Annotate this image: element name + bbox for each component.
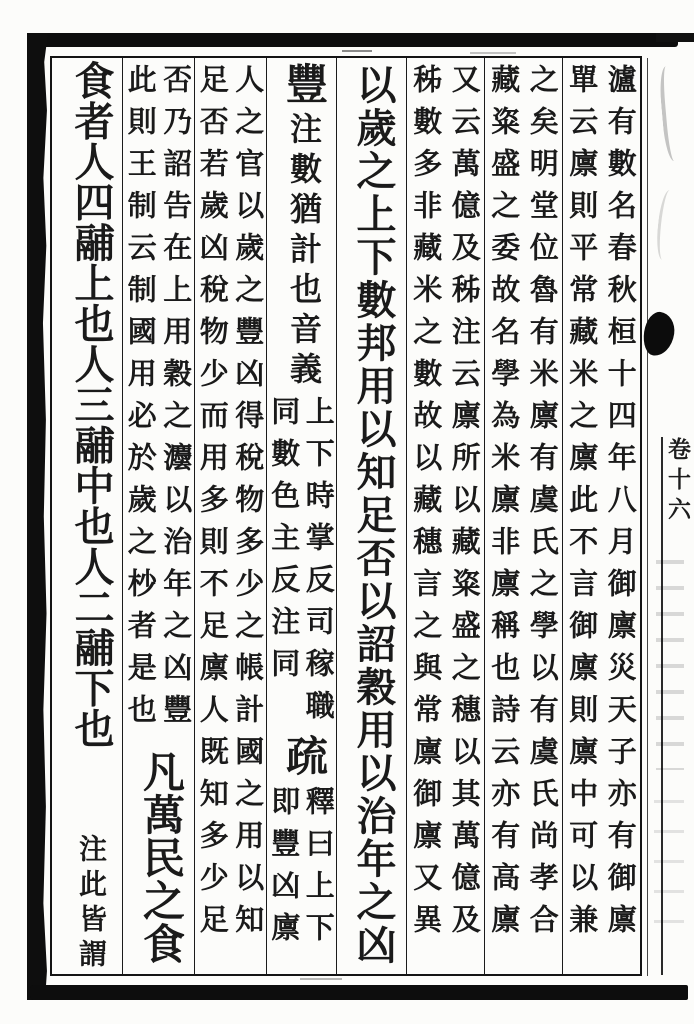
scan-edge-top (36, 33, 678, 47)
commentary-line-left: 藏粢盛之委故名學為米廪非廪稱也詩云亦有高廪 (487, 64, 522, 946)
commentary-line-right: 否乃詔告在上用穀之灋以治年之凶豐 (159, 64, 194, 736)
yinyi-section (267, 396, 336, 732)
shu-line-right: 釋曰上下 (301, 786, 336, 954)
shu-marker: 疏 (280, 734, 329, 776)
scan-edge-bottom (30, 985, 688, 1000)
column-8-main-text (52, 58, 122, 974)
shu-section (267, 786, 336, 966)
text-block (52, 58, 640, 974)
column-3-commentary (406, 58, 484, 974)
shu-line-left: 即豐凶廪 (267, 786, 302, 954)
commentary-line-right: 又云萬億及秭注云廪所以藏粢盛之穗以其萬億及 (447, 64, 482, 946)
commentary-line-right: 人之官以歲之豐凶得稅物多少之帳計國之用以知 (231, 64, 266, 946)
scan-noise-dash (470, 52, 516, 54)
column-6-commentary (194, 58, 266, 974)
column-2-commentary (484, 58, 562, 974)
column-1-commentary (562, 58, 640, 974)
yinyi-left: 同數色主反注同 (267, 396, 302, 690)
column-7-mixed (122, 58, 194, 974)
commentary-line-left: 此則王制云制國用必於歲之杪者是也 (123, 64, 158, 736)
commentary-line-left: 單云廪則平常藏米之廪此不言御廪則廪中可以兼 (565, 64, 600, 946)
zhu-note: 注數猶計也音義 (285, 112, 323, 392)
zhu-note: 注此皆謂 (75, 834, 108, 974)
bleedthrough-smudge (658, 65, 686, 161)
main-text-run: 食者人四鬴上也人三鬴中也人二鬴下也 (68, 60, 115, 749)
scan-edge-left (27, 33, 48, 1000)
main-char: 豐 (280, 62, 329, 104)
main-text-run: 凡萬民之食 (137, 750, 186, 965)
scan-edge-top-fragment (656, 33, 694, 42)
volume-label: 卷十六 (664, 437, 691, 527)
scan-noise-dash (300, 978, 342, 980)
scan-noise-dash (342, 50, 372, 52)
gutter-inner-line (647, 58, 648, 976)
commentary-line-right: 之矣明堂位魯有米廪有虞氏之學以有虞氏尚孝合 (525, 64, 560, 946)
commentary-line-left: 秭數多非藏米之數故以藏穗言之與常廪御廪又異 (409, 64, 444, 946)
yinyi-right: 上下時掌反司稼職 (301, 396, 336, 732)
column-4-main-text: 以歲之上下數邦用以知足否以詔穀用以治年之凶 (336, 58, 406, 974)
commentary-line-left: 足否若歲凶稅物少而用多則不足廪人既知多少足 (195, 64, 230, 946)
column-5-mixed (266, 58, 336, 974)
bleedthrough-smudge (654, 189, 677, 260)
bleedthrough-smudge (654, 800, 684, 950)
commentary-line-right: 瀘有數名春秋桓十四年八月御廪災天子亦有御廪 (603, 64, 638, 946)
commentary-section (123, 64, 194, 748)
